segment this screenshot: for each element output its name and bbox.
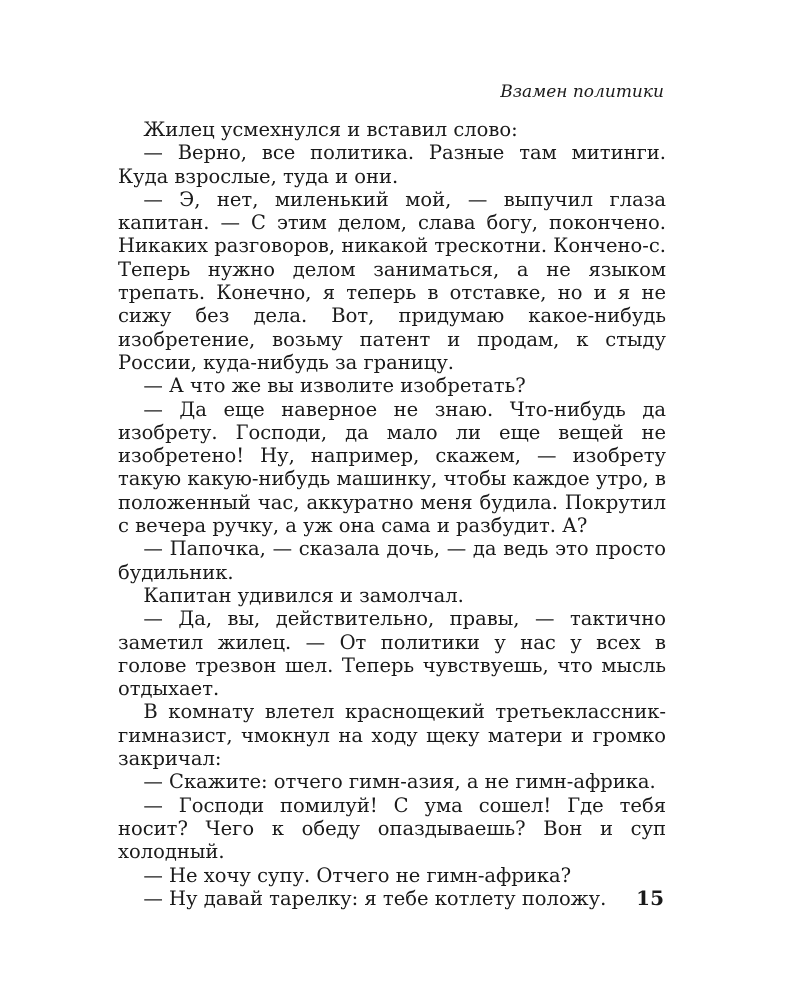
- paragraph: — Да еще наверное не знаю. Что-нибудь да изобрету. Господи, да мало ли еще вещей не изобретено! Ну, например, скажем, — изобрету такую какую-нибудь машинку, чтобы каждое утро, в положенный час, аккуратно меня будила. Покрутил с вечера ручку, а уж она сама и разбудит. А?: [118, 397, 666, 538]
- paragraph: — Да, вы, действительно, правы, — тактично заметил жилец. — От политики у нас у всех в голове трезвон шел. Теперь чувствуешь, что мысль отдыхает.: [118, 607, 666, 701]
- paragraph: — Не хочу супу. Отчего не гимн-африка?: [143, 863, 572, 887]
- paragraph: Жилец усмехнулся и вставил слово:: [143, 118, 518, 141]
- paragraph: — Папочка, — сказала дочь, — да ведь это просто будильник.: [118, 537, 666, 584]
- body-text: [118, 118, 666, 910]
- paragraph: — Верно, все политика. Разные там митинги. Куда взрослые, туда и они.: [118, 141, 666, 188]
- page-number: 15: [636, 886, 664, 910]
- paragraph: В комнату влетел краснощекий третьеклассник-гимназист, чмокнул на ходу щеку матери и громко закричал:: [118, 700, 666, 771]
- paragraph: — Ну давай тарелку: я тебе котлету положу.: [143, 886, 607, 910]
- paragraph: — Господи помилуй! С ума сошел! Где тебя носит? Чего к обеду опаздываешь? Вон и суп холодный.: [118, 793, 666, 864]
- paragraph: Капитан удивился и замолчал.: [143, 583, 464, 607]
- paragraph: — Скажите: отчего гимн-азия, а не гимн-африка.: [143, 770, 656, 794]
- paragraph: — А что же вы изволите изобретать?: [143, 374, 526, 398]
- running-head: Взамен политики: [500, 82, 664, 102]
- paragraph: — Э, нет, миленький мой, — выпучил глаза капитан. — С этим делом, слава богу, покончено. Никаких разговоров, никакой трескотни. Кончено-с. Теперь нужно делом заниматься, а не языком трепать. Конечно, я теперь в отставке, но и я не сижу без дела. Вот, придумаю какое-нибудь изобретение, возьму патент и продам, к стыду России, куда-нибудь за границу.: [118, 187, 666, 374]
